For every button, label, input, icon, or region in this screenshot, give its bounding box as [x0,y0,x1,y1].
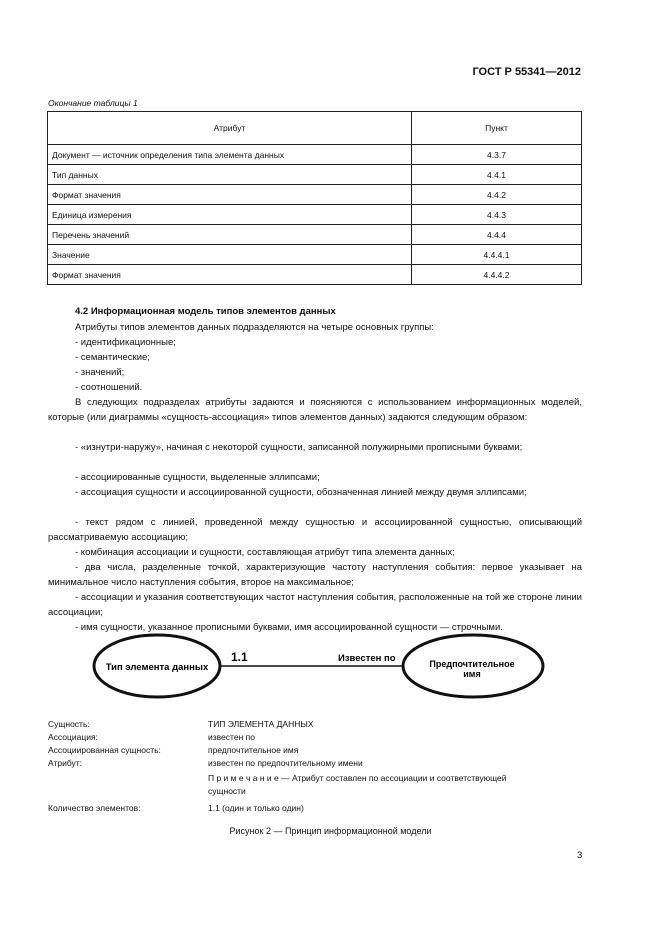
table-row [48,185,582,205]
legend-label: Ассоциация: [48,732,98,742]
group-item: - идентификационные; [75,337,176,348]
table-row [48,165,582,185]
cell-attribute: Документ — источник определения типа элемента данных [48,145,412,165]
document-header: ГОСТ Р 55341—2012 [472,66,581,78]
list-item: - ассоциированные сущности, выделенные эллипсами; [75,472,320,483]
group-item: - соотношений. [75,382,143,393]
figure-caption: Рисунок 2 — Принцип информационной модели [229,826,432,836]
table-row [48,145,582,165]
group-item: - значений; [75,367,125,378]
group-item: - семантические; [75,352,150,363]
table-caption: Окончание таблицы 1 [48,98,138,108]
cell-attribute: Формат значения [48,185,412,205]
list-item: - имя сущности, указанное прописными буквами, имя ассоциированной сущности — строчными. [75,622,503,633]
legend-label: Ассоциированная сущность: [48,745,161,755]
list-item: - ассоциации и указания соответствующих частот наступления события, расположенные на той же стороне линии ассоциации; [48,592,582,618]
information-model-diagram [85,630,585,715]
cell-item: 4.3.7 [412,145,582,165]
cell-attribute: Единица измерения [48,205,412,225]
association-label: Известен по [338,653,396,664]
cell-attribute: Перечень значений [48,225,412,245]
legend-label: Атрибут: [48,758,83,768]
list-item: - ассоциация сущности и ассоциированной сущности, обозначенная линией между двумя эллипсами; [75,487,527,498]
table-row [48,225,582,245]
table-row [48,205,582,225]
cell-item: 4.4.4 [412,225,582,245]
column-header-attribute: Атрибут [48,112,412,145]
cell-attribute: Тип данных [48,165,412,185]
cell-item: 4.4.4.2 [412,265,582,285]
entity-label: Тип элемента данных [105,662,209,673]
attributes-table [47,111,582,285]
section-intro: Атрибуты типов элементов данных подразделяются на четыре основных группы: [75,322,434,333]
associated-entity-label: имя [463,669,481,679]
list-item: - два числа, разделенные точкой, характеризующие частоту наступления события: первое указывает на минимальное число наступления события, второе на максимальное; [48,562,582,588]
cardinality-label: 1.1 [231,650,248,664]
list-item: - «изнутри-наружу», начиная с некоторой сущности, записанной полужирными прописными буквами; [75,442,523,453]
table-row [48,265,582,285]
list-item: - комбинация ассоциации и сущности, составляющая атрибут типа элемента данных; [75,547,455,558]
section-title: 4.2 Информационная модель типов элементов данных [75,306,336,317]
legend-value: ТИП ЭЛЕМЕНТА ДАННЫХ [208,719,314,729]
cell-item: 4.4.4.1 [412,245,582,265]
cell-item: 4.4.1 [412,165,582,185]
associated-entity-label: Предпочтительное [429,659,515,669]
legend-note: сущности [208,786,246,796]
legend-value: предпочтительное имя [208,745,299,755]
column-header-item: Пункт [412,112,582,145]
legend-value: известен по [208,732,255,742]
cell-item: 4.4.3 [412,205,582,225]
cell-item: 4.4.2 [412,185,582,205]
legend-value: 1.1 (один и только один) [208,803,304,813]
page-number: 3 [577,850,583,861]
legend-label: Количество элементов: [48,803,141,813]
legend-value: известен по предпочтительному имени [208,758,363,768]
legend-note: П р и м е ч а н и е — Атрибут составлен по ассоциации и соответствующей [208,773,507,783]
table-header-row [48,112,582,145]
cell-attribute: Значение [48,245,412,265]
list-item: - текст рядом с линией, проведенной между сущностью и ассоциированной сущностью, описывающий рассматриваемую ассоциацию; [48,517,582,543]
cell-attribute: Формат значения [48,265,412,285]
table-row [48,245,582,265]
paragraph: В следующих подразделах атрибуты задаются и поясняются с использованием информационных моделей, которые (или диаграммы «сущность-ассоциация» типов элементов данных) задаются следующим образом: [48,397,582,423]
legend-label: Сущность: [48,719,90,729]
